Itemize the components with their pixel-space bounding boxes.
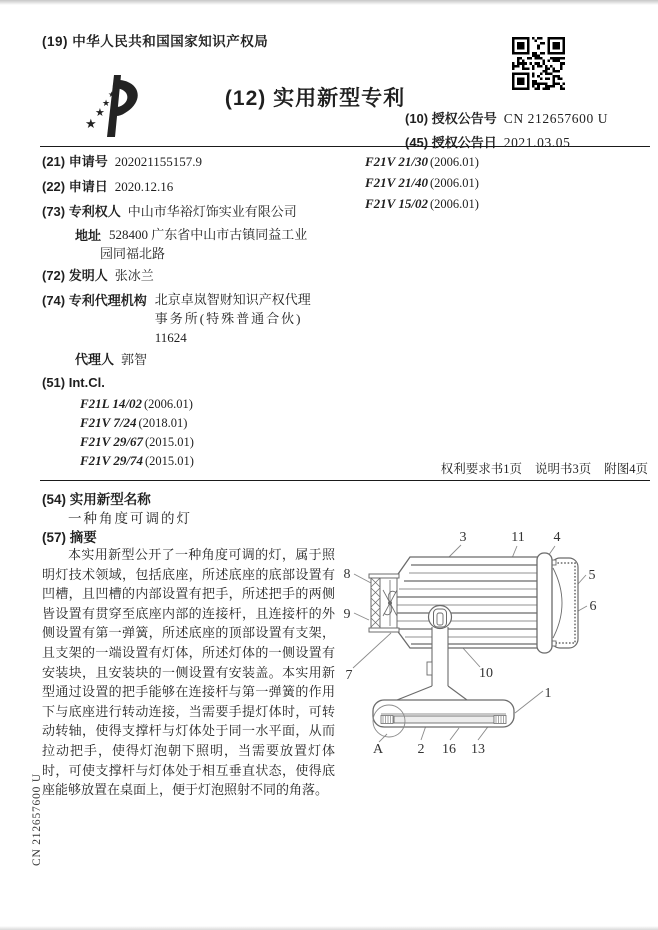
- ref-label-10: 10: [479, 666, 493, 681]
- agent-row: [75, 349, 147, 369]
- invention-title-label: (54) 实用新型名称: [42, 492, 151, 507]
- address-value: 528400 广东省中山市古镇同益工业 园同福北路: [100, 227, 308, 261]
- application-date-value: 2020.12.16: [114, 179, 174, 194]
- ref-label-11: 11: [511, 530, 525, 545]
- divider-header: [40, 146, 650, 147]
- invention-title: 一种角度可调的灯: [68, 511, 192, 526]
- int-cl-entry-right: F21V 21/40 (2006.01): [365, 175, 479, 190]
- ref-label-16: 16: [442, 742, 456, 757]
- side-document-number: CN 212657600 U: [31, 773, 43, 866]
- int-cl-entry: F21V 29/74 (2015.01): [80, 453, 194, 468]
- office-name: (19) 中华人民共和国国家知识产权局: [42, 34, 269, 49]
- agent-value: 郭智: [121, 352, 148, 367]
- application-number-value: 202021155157.9: [114, 154, 203, 169]
- inventor-value: 张冰兰: [114, 268, 154, 283]
- spring-left: [381, 716, 393, 724]
- logo-star: ★: [95, 107, 105, 119]
- pub-number-label: (10) 授权公告号: [405, 111, 497, 126]
- pages-info: [441, 459, 648, 477]
- ref-label-13: 13: [471, 742, 485, 757]
- ref-label-8: 8: [343, 567, 351, 582]
- cnipa-logo-graphic: [84, 74, 148, 146]
- int-cl-header-row: [42, 374, 105, 392]
- pub-date-value: 2021.03.05: [503, 135, 571, 150]
- agency-row: [42, 290, 311, 347]
- inventor-label: (72) 发明人: [42, 268, 108, 283]
- int-cl-entry-right: F21V 21/30 (2006.01): [365, 154, 479, 169]
- abstract-text: 本实用新型公开了一种角度可调的灯，属于照明灯技术领域，包括底座，所述底座的底部设置有凹槽，且凹槽的内部设置有把手，所述把手的两侧皆设置有贯穿至底座内部的连接杆，且连接杆的外侧设置有第一弹簧，所述底座的顶部设置有支架，且支架的一端设置有灯体，所述灯体的一侧设置有安装块，且安装块的一侧设置有安装盖。本实用新型通过设置的把手能够在连接杆与第一弹簧的作用下与底座进行转动连接，当需要手提灯体时，可转动转轴，使得支撑杆与灯体处于同一水平面，从而拉动把手，使得灯泡朝下照明，当需要放置灯体时，可使支撑杆与灯体处于相互垂直状态，使得底座能够放置在桌面上，便于灯泡照射不同的角落。: [42, 547, 335, 798]
- application-number-label: (21) 申请号: [42, 154, 108, 169]
- base: [373, 700, 514, 737]
- agency-label: (74) 专利代理机构: [42, 293, 147, 308]
- logo-star: ★: [85, 116, 97, 131]
- divider-abstract: [40, 480, 650, 481]
- ref-label-1: 1: [544, 686, 552, 701]
- address-row: [75, 225, 307, 263]
- qr-code: [512, 37, 565, 90]
- int-cl-entry-right: F21V 15/02 (2006.01): [365, 196, 479, 211]
- application-date-row: [42, 176, 173, 196]
- ref-label-7: 7: [345, 668, 353, 683]
- abstract-label: (57) 摘要: [42, 530, 97, 545]
- fan-housing: [369, 574, 399, 632]
- lamp-body: [396, 557, 540, 648]
- drawings-pages: 附图4页: [604, 462, 648, 476]
- int-cl-entry: F21V 7/24 (2018.01): [80, 415, 188, 430]
- int-cl-entry: F21L 14/02 (2006.01): [80, 396, 193, 411]
- pivot-axle: [429, 606, 452, 629]
- cnipa-logo: [84, 74, 148, 146]
- int-cl-entry: F21V 29/67 (2015.01): [80, 434, 194, 449]
- document-type-title: (12) 实用新型专利: [224, 87, 406, 110]
- patent-drawing: [332, 518, 652, 762]
- address-label: 地址: [75, 228, 102, 243]
- logo-star: ★: [112, 84, 119, 91]
- lamp-figure: [332, 518, 652, 762]
- ref-label-5: 5: [588, 568, 596, 583]
- pub-date-row: [405, 132, 608, 152]
- agent-label: 代理人: [75, 352, 115, 367]
- patentee-label: (73) 专利权人: [42, 204, 121, 219]
- publication-info: [405, 108, 608, 156]
- ref-label-3: 3: [459, 530, 467, 545]
- patentee-value: 中山市华裕灯饰实业有限公司: [127, 204, 297, 219]
- qr-code-graphic: [512, 37, 565, 90]
- lamp-head: [537, 553, 578, 653]
- agency-value: 北京卓岚智财知识产权代理 事务所(特殊普通合伙) 11624: [154, 292, 311, 345]
- logo-star: ★: [108, 90, 116, 99]
- ref-label-A: A: [372, 742, 384, 757]
- ref-label-2: 2: [417, 742, 425, 757]
- pub-number-value: CN 212657600 U: [503, 111, 609, 126]
- spring-right: [494, 716, 506, 724]
- int-cl-label: (51) Int.Cl.: [42, 375, 105, 390]
- ref-label-4: 4: [553, 530, 561, 545]
- inventor-row: [42, 265, 154, 285]
- patentee-row: [42, 201, 297, 221]
- logo-star: ★: [102, 98, 111, 108]
- scan-edge-top: [0, 0, 658, 5]
- handle-bar: [394, 716, 494, 723]
- claims-pages: 权利要求书1页: [440, 462, 522, 476]
- scan-edge-bottom: [0, 926, 658, 930]
- pub-number-row: [405, 108, 608, 128]
- application-number-row: [42, 151, 202, 171]
- ref-label-9: 9: [343, 607, 351, 622]
- ref-label-6: 6: [589, 599, 597, 614]
- description-pages: 说明书3页: [534, 462, 592, 476]
- application-date-label: (22) 申请日: [42, 179, 108, 194]
- pub-date-label: (45) 授权公告日: [405, 135, 497, 150]
